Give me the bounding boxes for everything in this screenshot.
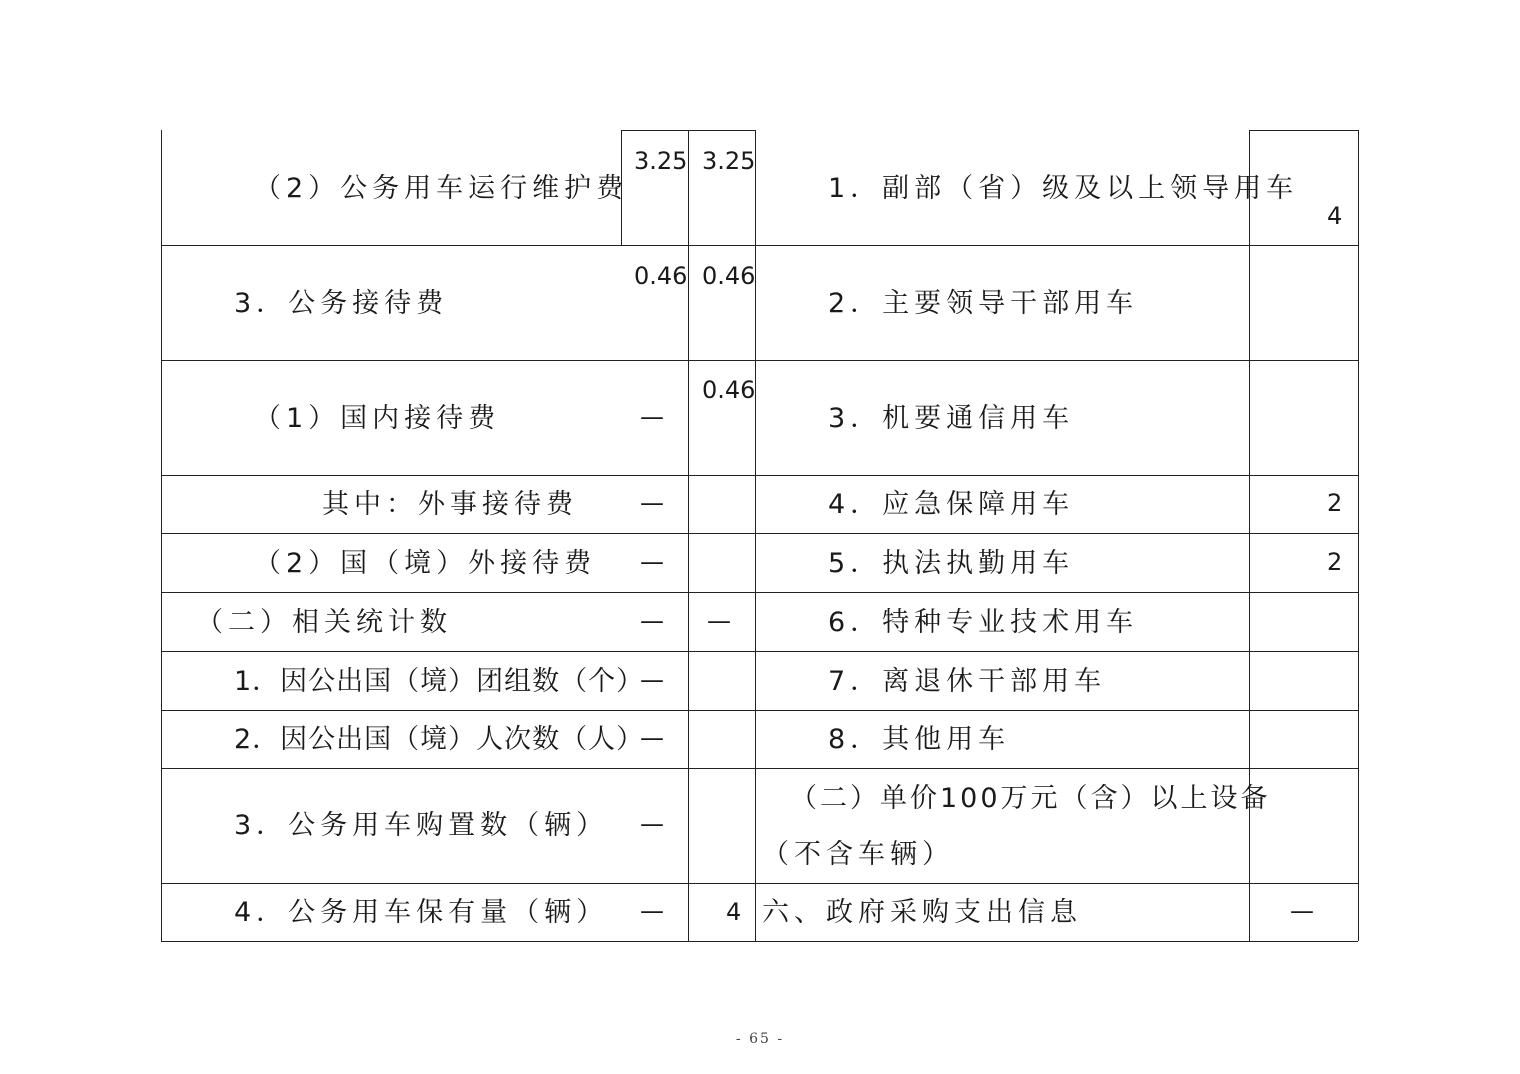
left-row-label: 其中：外事接待费 bbox=[322, 489, 578, 520]
table-divider-v2 bbox=[688, 130, 689, 941]
left-row-value-1: — bbox=[640, 666, 664, 694]
right-row-value: 2 bbox=[1327, 489, 1343, 517]
table-border-left bbox=[161, 130, 162, 941]
right-row-label: 1．副部（省）级及以上领导用车 bbox=[828, 173, 1299, 204]
table-row-line bbox=[161, 710, 1358, 711]
table-row-line bbox=[161, 768, 1358, 769]
left-row-value-1: — bbox=[640, 489, 664, 517]
right-row-label: 2．主要领导干部用车 bbox=[828, 288, 1139, 319]
left-row-value-2: 3.25 bbox=[702, 147, 756, 175]
table-row-line bbox=[161, 592, 1358, 593]
left-row-label: （2）公务用车运行维护费 bbox=[254, 173, 629, 204]
left-row-label: （1）国内接待费 bbox=[254, 403, 501, 434]
table-row-line bbox=[161, 651, 1358, 652]
right-row-value: 2 bbox=[1327, 548, 1343, 576]
right-row-label-line2: （不含车辆） bbox=[762, 839, 954, 870]
left-row-value-1: — bbox=[640, 810, 664, 838]
left-row-value-1: — bbox=[640, 403, 664, 431]
table-divider-v3 bbox=[755, 130, 756, 941]
right-row-label: 7．离退休干部用车 bbox=[828, 666, 1107, 697]
right-row-label-line1: （二）单价100万元（含）以上设备 bbox=[790, 783, 1271, 814]
left-row-value-1: — bbox=[640, 897, 664, 925]
table-row-line bbox=[161, 475, 1358, 476]
right-row-label: 六、政府采购支出信息 bbox=[762, 897, 1082, 928]
left-row-value-2: — bbox=[707, 607, 731, 635]
page-number: - 65 - bbox=[735, 1031, 785, 1047]
left-row-value-2: 4 bbox=[726, 898, 742, 926]
left-row-label: 1．因公出国（境）团组数（个） bbox=[234, 666, 645, 697]
left-row-label: 4．公务用车保有量（辆） bbox=[234, 897, 609, 928]
table-top-segment-b bbox=[1249, 130, 1358, 131]
right-row-label: 3．机要通信用车 bbox=[828, 403, 1075, 434]
left-row-label: 3．公务用车购置数（辆） bbox=[234, 810, 609, 841]
table-top-segment-a bbox=[621, 130, 755, 131]
table-row-line bbox=[161, 245, 1358, 246]
table-row-line bbox=[161, 360, 1358, 361]
right-row-value: — bbox=[1290, 897, 1314, 925]
left-row-label: （2）国（境）外接待费 bbox=[254, 548, 597, 579]
table-row-line bbox=[161, 883, 1358, 884]
left-row-label: 3．公务接待费 bbox=[234, 288, 449, 319]
left-row-value-1: — bbox=[640, 724, 664, 752]
table-row-line bbox=[161, 533, 1358, 534]
left-row-value-2: 0.46 bbox=[702, 262, 756, 290]
right-row-label: 8．其他用车 bbox=[828, 724, 1011, 755]
left-row-value-1: 3.25 bbox=[634, 147, 688, 175]
left-row-value-1: — bbox=[640, 548, 664, 576]
right-row-label: 5．执法执勤用车 bbox=[828, 548, 1075, 579]
left-row-value-1: 0.46 bbox=[634, 262, 688, 290]
table-divider-v4 bbox=[1249, 130, 1250, 941]
left-row-label: 2．因公出国（境）人次数（人） bbox=[234, 724, 645, 755]
right-row-value: 4 bbox=[1327, 202, 1343, 230]
table-border-right bbox=[1358, 130, 1359, 941]
right-row-label: 6．特种专业技术用车 bbox=[828, 607, 1139, 638]
left-row-label: （二）相关统计数 bbox=[196, 607, 452, 638]
left-row-value-1: — bbox=[640, 607, 664, 635]
right-row-label: 4．应急保障用车 bbox=[828, 489, 1075, 520]
left-row-value-2: 0.46 bbox=[702, 376, 756, 404]
table-bottom-border bbox=[161, 941, 1358, 942]
